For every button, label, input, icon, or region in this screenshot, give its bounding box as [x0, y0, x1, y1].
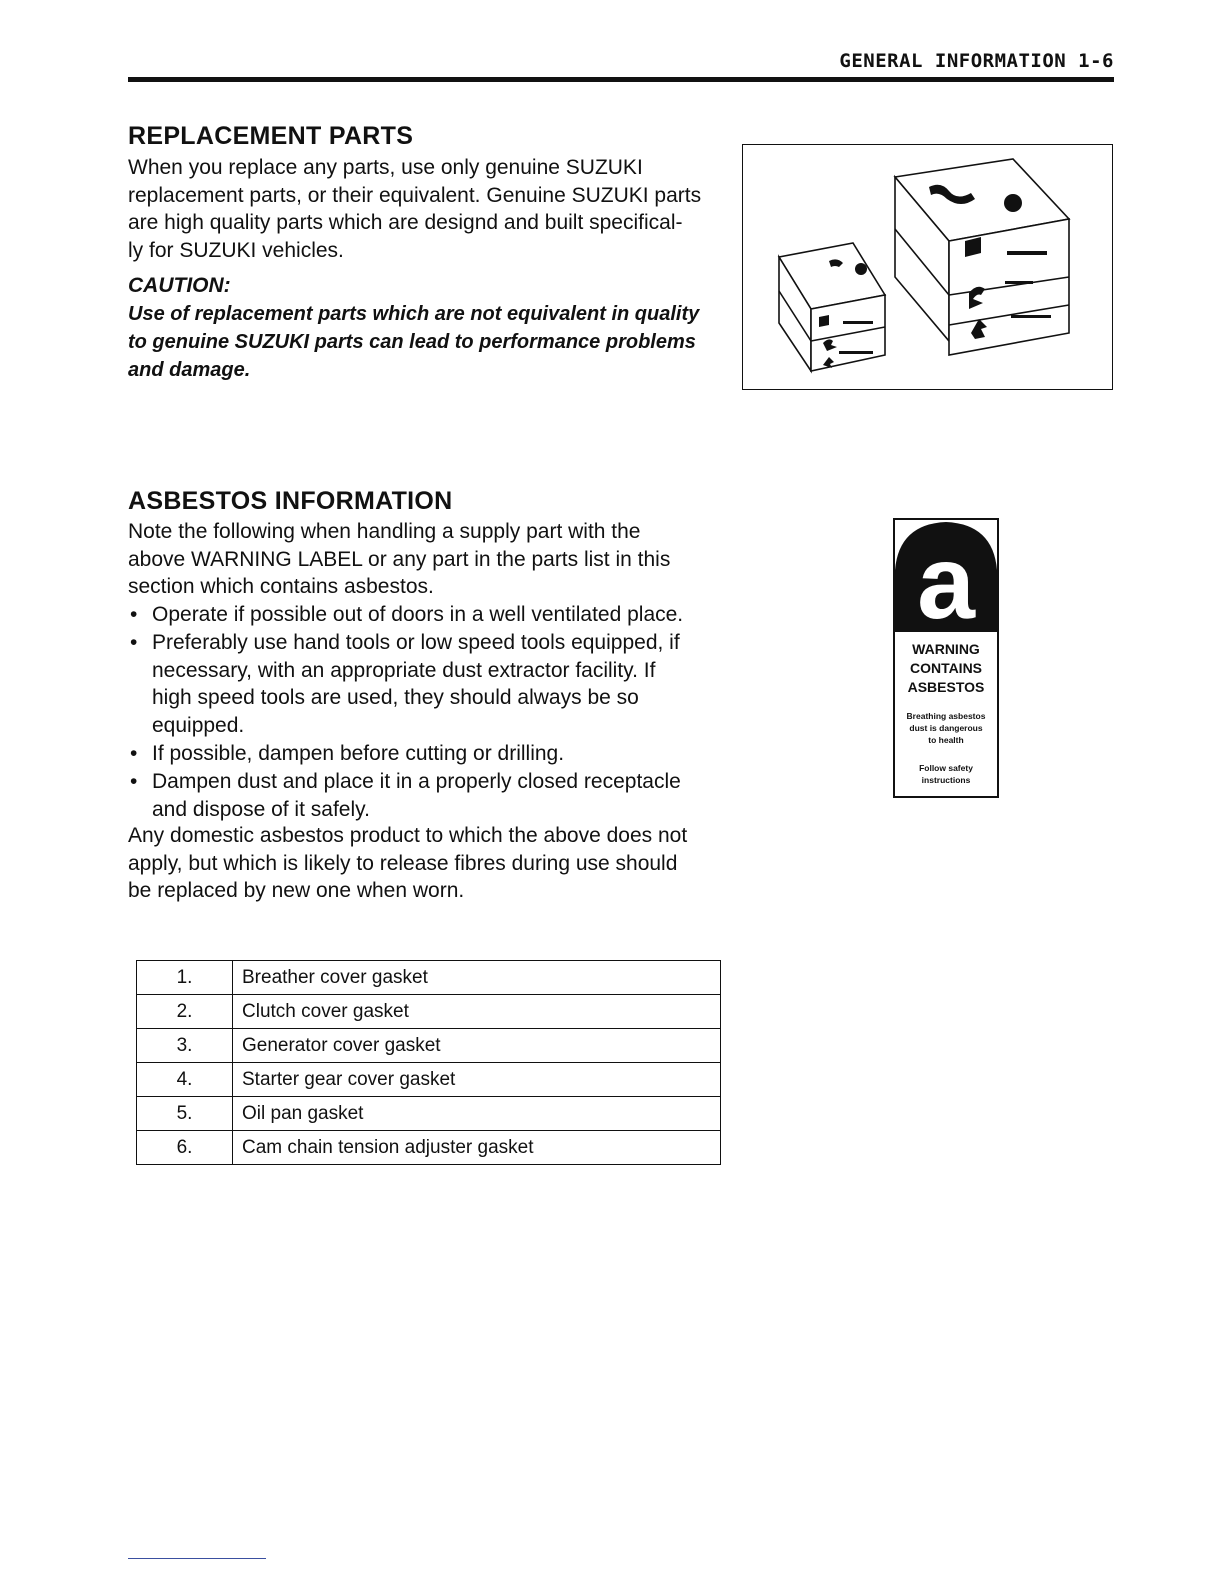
section-header: GENERAL INFORMATION 1-6 — [839, 50, 1114, 72]
part-number: 1. — [137, 961, 233, 995]
part-number: 6. — [137, 1131, 233, 1165]
text-line: When you replace any parts, use only genuine SUZUKI — [128, 156, 643, 179]
text-line: and dispose of it safely. — [152, 797, 370, 821]
part-name: Cam chain tension adjuster gasket — [233, 1131, 721, 1165]
asbestos-a-logo — [895, 520, 997, 632]
table-row — [137, 961, 721, 995]
asbestos-closing-text — [128, 822, 720, 905]
text-line: high speed tools are used, they should always be so — [152, 686, 639, 710]
caution-title: CAUTION: — [128, 274, 231, 297]
footer-rule — [128, 1558, 266, 1559]
page-header — [128, 50, 1114, 80]
part-name: Breather cover gasket — [233, 961, 721, 995]
table-row — [137, 995, 721, 1029]
label-small-text: Follow safety — [919, 763, 973, 773]
part-name: Clutch cover gasket — [233, 995, 721, 1029]
bullet-dot: • — [130, 603, 138, 626]
bullet-dot: • — [130, 769, 138, 793]
text-line: Note the following when handling a supply part with the — [128, 520, 641, 543]
text-line: and damage. — [128, 359, 251, 381]
text-line: Any domestic asbestos product to which the above does not — [128, 824, 688, 847]
text-line: Dampen dust and place it in a properly closed receptacle — [152, 769, 681, 793]
part-name: Generator cover gasket — [233, 1029, 721, 1063]
text-line: necessary, with an appropriate dust extractor facility. If — [152, 658, 656, 682]
bullet-dot: • — [130, 741, 138, 765]
text-line: are high quality parts which are designd and built specifical- — [128, 211, 683, 234]
text-line: to genuine SUZUKI parts can lead to performance problems — [128, 331, 696, 353]
asbestos-precautions-list — [128, 601, 720, 823]
label-small-text: Breathing asbestos — [906, 711, 986, 721]
asbestos-intro-text — [128, 518, 720, 601]
replacement-parts-title: REPLACEMENT PARTS — [128, 122, 414, 150]
asbestos-info-title: ASBESTOS INFORMATION — [128, 487, 453, 515]
parts-boxes-illustration — [742, 144, 1113, 390]
text-line: Use of replacement parts which are not equivalent in quality — [128, 303, 700, 325]
label-small-text: instructions — [921, 775, 971, 785]
text-line: section which contains asbestos. — [128, 575, 434, 598]
label-contains: CONTAINS — [909, 660, 983, 676]
text-line: Preferably use hand tools or low speed tools equipped, if — [152, 630, 680, 654]
list-item — [128, 601, 720, 629]
bullet-dot: • — [130, 630, 138, 654]
label-asbestos: ASBESTOS — [907, 679, 985, 695]
part-name: Starter gear cover gasket — [233, 1063, 721, 1097]
list-item — [128, 740, 720, 768]
text-line: replacement parts, or their equivalent. Genuine SUZUKI parts — [128, 183, 702, 207]
replacement-parts-text — [128, 154, 720, 264]
table-row — [137, 1097, 721, 1131]
label-small-text: to health — [928, 735, 964, 745]
text-line: be replaced by new one when worn. — [128, 879, 465, 902]
part-number: 5. — [137, 1097, 233, 1131]
text-line: ly for SUZUKI vehicles. — [128, 238, 344, 262]
table-row — [137, 1131, 721, 1165]
caution-text — [128, 300, 720, 384]
part-number: 2. — [137, 995, 233, 1029]
header-rule — [128, 77, 1114, 82]
list-item — [128, 768, 720, 824]
text-line: If possible, dampen before cutting or drilling. — [152, 741, 565, 765]
text-line: Operate if possible out of doors in a well ventilated place. — [152, 603, 684, 626]
boxes-drawing — [743, 145, 1111, 388]
table-row — [137, 1063, 721, 1097]
label-warning: WARNING — [912, 641, 980, 657]
part-number: 4. — [137, 1063, 233, 1097]
text-line: apply, but which is likely to release fibres during use should — [128, 851, 678, 875]
part-name: Oil pan gasket — [233, 1097, 721, 1131]
text-line: above WARNING LABEL or any part in the parts list in this — [128, 547, 671, 571]
table-row — [137, 1029, 721, 1063]
label-letter: a — [917, 525, 975, 632]
asbestos-parts-table — [136, 960, 721, 1165]
asbestos-warning-label — [893, 518, 999, 798]
list-item — [128, 629, 720, 740]
text-line: equipped. — [152, 714, 245, 738]
part-number: 3. — [137, 1029, 233, 1063]
label-small-text: dust is dangerous — [909, 723, 983, 733]
